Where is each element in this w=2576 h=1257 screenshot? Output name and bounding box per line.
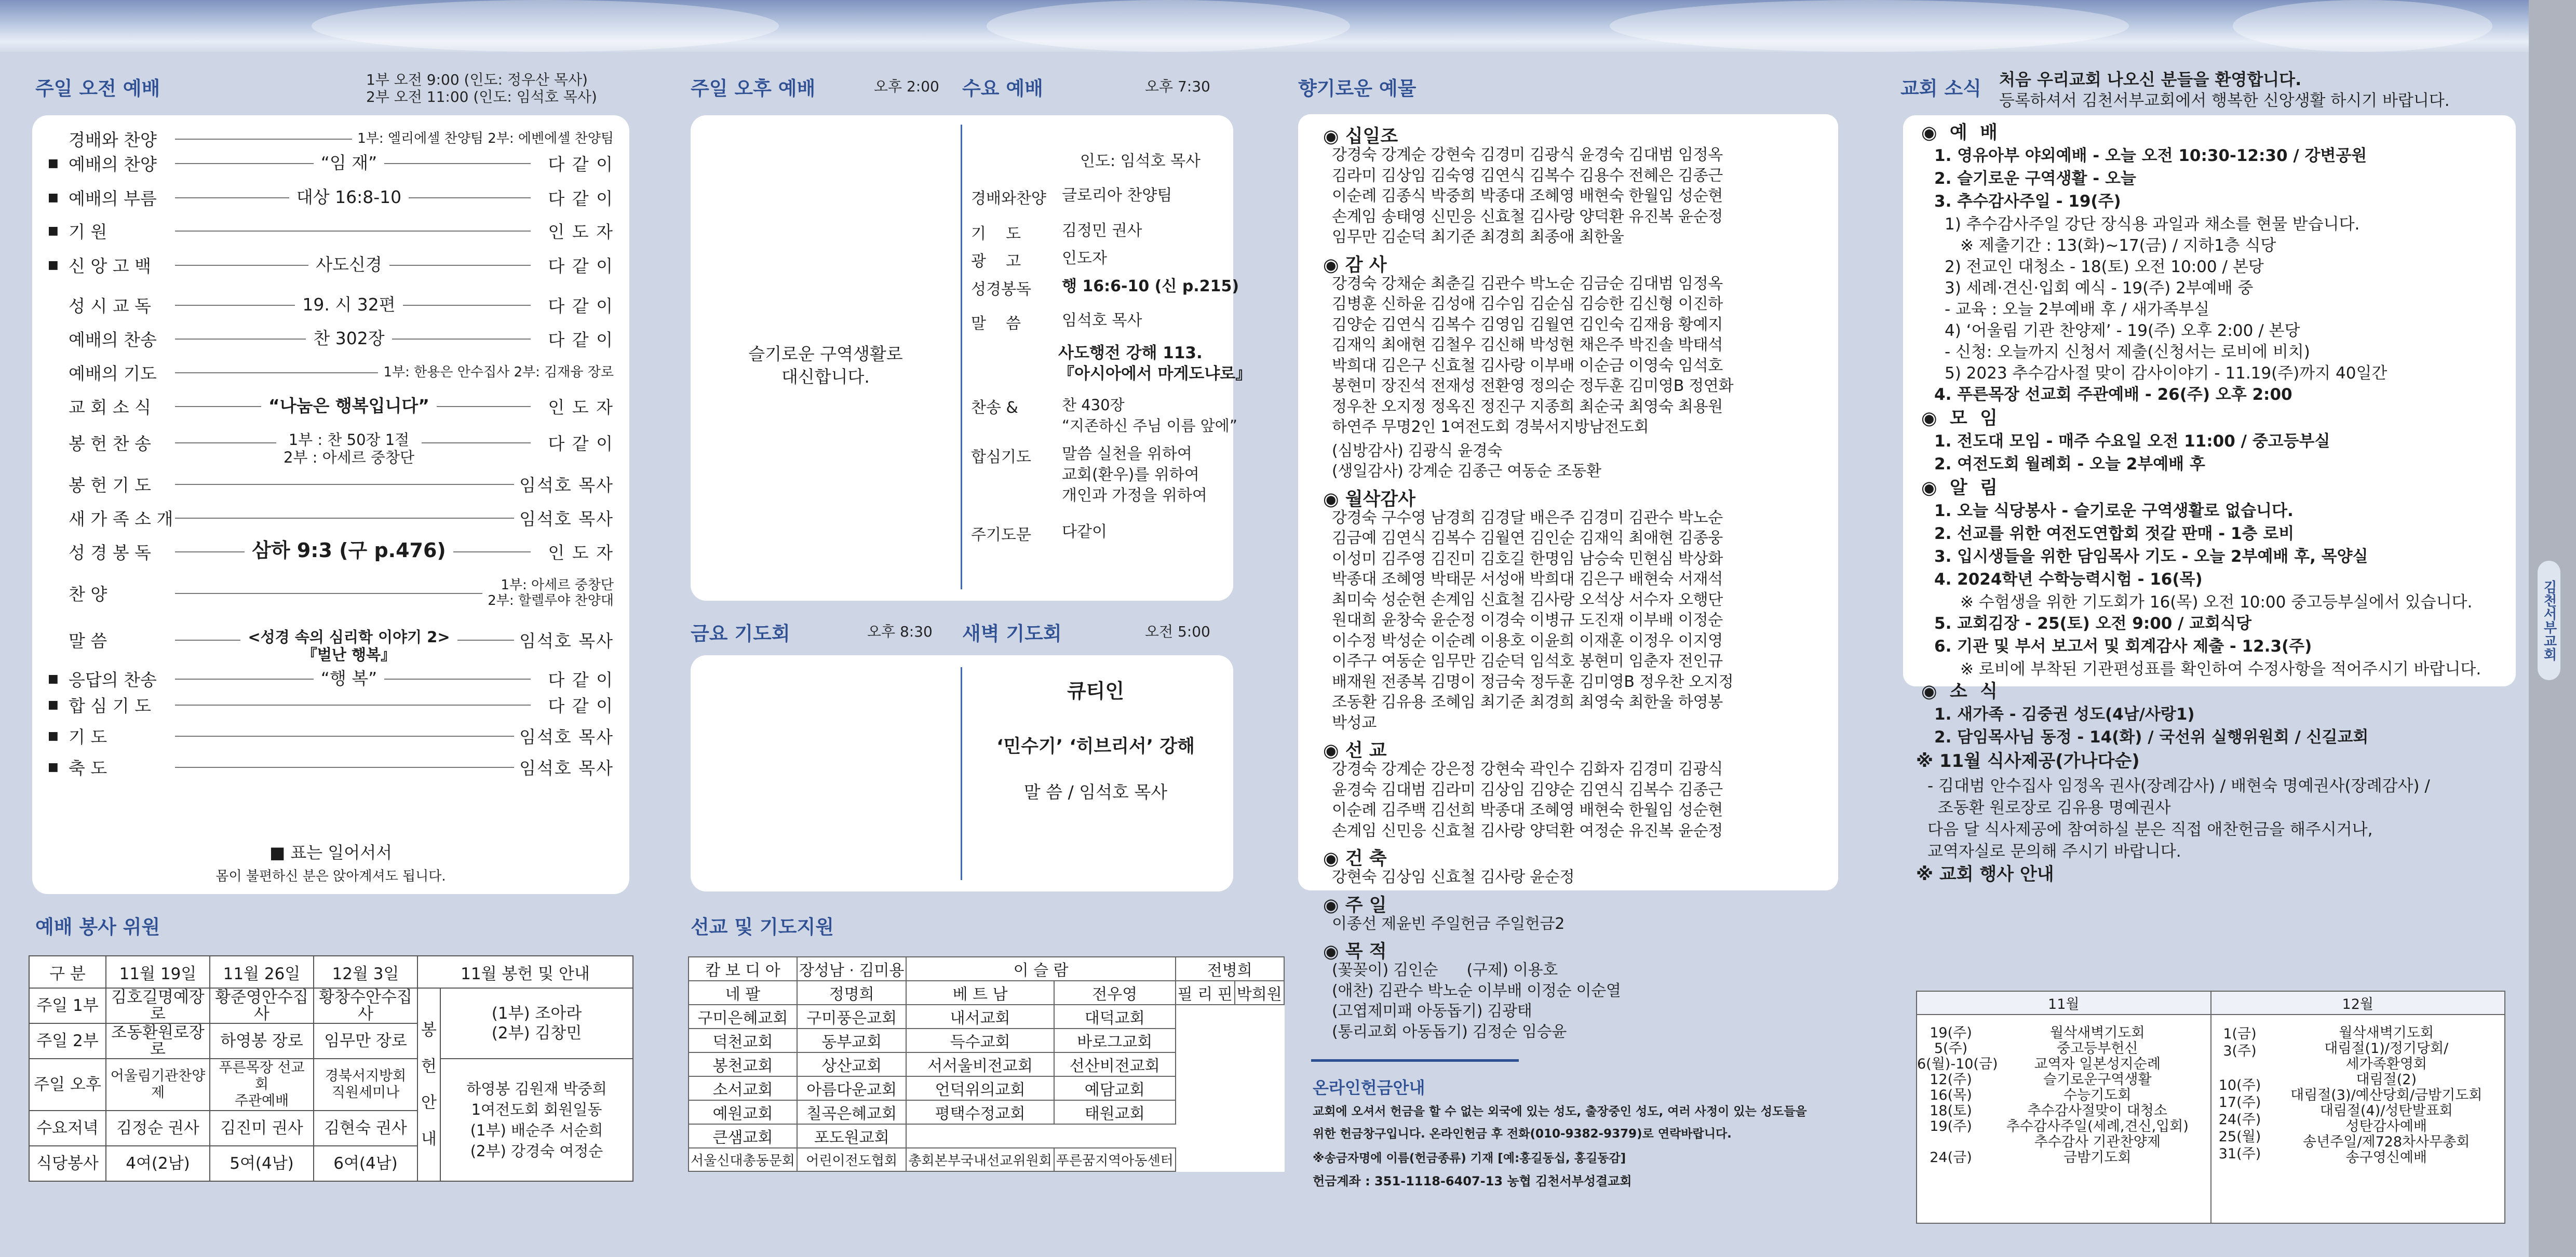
- worship-row: [48, 327, 614, 350]
- events-table: [1916, 991, 2505, 1224]
- worship-content: 대상 16:8-10: [289, 188, 409, 206]
- table-cell: 4여(2남): [106, 1146, 210, 1181]
- news-line: ※ 제출기간 : 13(화)~17(금) / 지하1층 식당: [1960, 236, 2276, 255]
- news-line: ※ 로비에 부착된 기관편성표를 확인하여 수정사항을 적어주시기 바랍니다.: [1960, 660, 2481, 679]
- table-cell: 내서교회: [906, 1005, 1054, 1029]
- offering-group-title: [1323, 251, 1387, 277]
- table-cell: 봉천교회: [689, 1052, 797, 1076]
- offering-names: (심방감사) 김광식 윤경숙 (생일감사) 강계순 김종근 여동순 조동환: [1332, 441, 1601, 480]
- news-title: 교회 소식: [1900, 77, 1981, 100]
- wednesday-item: 광 고: [971, 252, 1021, 271]
- table-cell: 예원교회: [689, 1100, 797, 1124]
- table-cell: 푸른목장 선교회 주관예배: [210, 1059, 314, 1111]
- news-line: 1. 오늘 식당봉사 - 슬기로운 구역생활로 없습니다.: [1934, 502, 2294, 520]
- table-row: [689, 1029, 1284, 1052]
- wednesday-leader: 인도: 임석호 목사: [1080, 152, 1201, 170]
- offering-names: 이종선 제윤빈 주일헌금 주일헌금2: [1332, 914, 1565, 933]
- table-cell: 필 리 핀: [1176, 981, 1235, 1005]
- online-line-3: ※송금자명에 이름(헌금종류) 기재 [예:홍길동십, 홍길동감]: [1313, 1152, 1626, 1165]
- table-row: [689, 1076, 1284, 1100]
- table-cell: 김진미 권사: [210, 1111, 314, 1146]
- guide-duty: 하영봉 김원재 박중희 1여전도회 회원일동 (1부) 배순주 서순희 (2부) 강경숙 여정순: [440, 1059, 633, 1181]
- wednesday-value: 다같이: [1062, 523, 1107, 541]
- worship-item: 합 심 기 도: [69, 695, 151, 716]
- offering-names: 강경숙 강계순 강현숙 김경미 김광식 윤경숙 김대범 임정옥 김라미 김상임 김숙영 김연식 김복수 김용수 전혜은 김종근 이순례 김종식 박중희 박종대 조혜영 배현숙 한월임 성순현 손계임 송태영 신민응 신효철 김사랑 양덕환 유진복 윤순정 임무만 김순덕 최기준 최경희 최종애 최한울: [1332, 146, 1723, 246]
- worship-row: [48, 361, 614, 384]
- table-cell: 베 트 남: [906, 981, 1054, 1005]
- news-line: 4. 푸른목장 선교회 주관예배 - 26(주) 오후 2:00: [1934, 385, 2292, 404]
- news-line: 2) 전교인 대청소 - 18(토) 오전 10:00 / 본당: [1945, 258, 2264, 276]
- worship-leader: 다 같 이: [543, 185, 614, 210]
- table-cell: 정명희: [797, 981, 907, 1005]
- online-line-2: 위한 헌금창구입니다. 온라인헌금 후 전화(010-9382-9379)로 연락바랍니다.: [1313, 1127, 1732, 1141]
- worship-item: 기 원: [69, 221, 107, 242]
- worship-row: [48, 724, 614, 747]
- table-cell: 어린이전도협회: [797, 1148, 907, 1171]
- table-cell: 5여(4남): [210, 1146, 314, 1181]
- news-line: 3. 추수감사주일 - 19(주): [1934, 192, 2121, 211]
- worship-leader: 임석호 목사: [514, 628, 614, 652]
- offering-group-label: 건 축: [1345, 848, 1387, 869]
- worship-content: <성경 속의 심리학 이야기 2> 『벌난 행복』: [240, 628, 457, 664]
- table-cell: 바로그교회: [1054, 1029, 1176, 1052]
- table-row: [689, 981, 1284, 1005]
- events-dec-dates: 1(금) 3(주) 10(주) 17(주) 24(주) 25(월) 31(주): [2218, 1026, 2261, 1162]
- afternoon-time: 오후 2:00: [874, 78, 939, 95]
- table-cell: 언덕위의교회: [906, 1076, 1054, 1100]
- worship-item: 축 도: [69, 758, 107, 778]
- news-line: 6. 기관 및 부서 보고서 및 회계감사 제출 - 12.3(주): [1934, 637, 2312, 656]
- table-cell: 서서울비전교회: [906, 1052, 1054, 1076]
- worship-leader: 임석호 목사: [514, 724, 614, 748]
- worship-leader: 다 같 이: [543, 327, 614, 351]
- worship-row: [48, 253, 614, 276]
- table-row: [29, 1059, 633, 1111]
- worship-row: [48, 219, 614, 242]
- news-line: 5. 교회김장 - 25(토) 오전 9:00 / 교회식당: [1934, 614, 2252, 633]
- events-nov-header: 11월: [1917, 991, 2211, 1015]
- afternoon-note: 슬기로운 구역생활로 대신합니다.: [748, 344, 903, 387]
- welcome-line-2: 등록하셔서 김천서부교회에서 행복한 신앙생활 하시기 바랍니다.: [1999, 91, 2450, 110]
- table-cell: 전우영: [1054, 981, 1176, 1005]
- stand-marker: ■: [48, 729, 59, 742]
- offering-names: (꽃꽂이) 김인순 (구제) 이용호 (애찬) 김관수 박노순 이부배 이정순 이순열 (고엽제미패 아동돕기) 김광태 (통리교회 아동돕기) 김정순 임승윤: [1332, 961, 1621, 1041]
- news-line: ※ 11월 식사제공(가나다순): [1916, 751, 2140, 772]
- worship-content: 1부 : 찬 50장 1절 2부 : 아세르 중창단: [276, 431, 422, 466]
- table-row: [689, 1005, 1284, 1029]
- offering-bullet-icon: ◉: [1323, 740, 1345, 761]
- table-cell: 어울림기관찬양제: [106, 1059, 210, 1111]
- offering-bullet-icon: ◉: [1323, 848, 1345, 869]
- table-cell: 하영봉 장로: [210, 1023, 314, 1059]
- table-row: [689, 1124, 1284, 1148]
- table-cell: 황창수안수집사: [314, 988, 417, 1023]
- leader-line: [175, 484, 531, 485]
- dawn-time: 오전 5:00: [1145, 623, 1210, 640]
- table-row: [689, 957, 1284, 981]
- worship-row: [48, 293, 614, 316]
- table-cell: 평택수정교회: [906, 1100, 1054, 1124]
- news-line: 1) 추수감사주일 강단 장식용 과일과 채소를 현물 받습니다.: [1945, 215, 2360, 234]
- worship-item: 말 씀: [69, 630, 107, 651]
- wednesday-value: 임석호 목사: [1062, 312, 1142, 330]
- wednesday-title: 수요 예배: [962, 77, 1043, 100]
- offering-group-title: [1323, 937, 1387, 963]
- worship-content: 찬 302장: [306, 330, 392, 347]
- table-cell: 총회본부국내선교위원회: [906, 1148, 1054, 1171]
- news-line: ◉ 소 식: [1921, 681, 1998, 702]
- news-line: 조동환 원로장로 김유용 명예권사: [1927, 799, 2171, 817]
- morning-time-1: 1부 오전 9:00 (인도: 정우산 목사): [366, 71, 588, 88]
- divider: [961, 125, 962, 589]
- order-of-worship-card: [32, 115, 629, 894]
- wednesday-item: 성경봉독: [971, 280, 1031, 299]
- table-cell: 덕천교회: [689, 1029, 797, 1052]
- offering-duty: [440, 988, 633, 1059]
- worship-leader: 1부: 아세르 중창단 2부: 할렐루야 찬양대: [482, 577, 614, 609]
- table-cell: 주일 1부: [29, 988, 106, 1023]
- wednesday-value: 김정민 권사: [1062, 222, 1142, 240]
- offering-names: 강경숙 강계순 강은정 강현숙 곽인수 김화자 김경미 김광식 윤경숙 김대범 김라미 김상임 김양순 김연식 김복수 김종근 이순례 김주백 김선희 박종대 조혜영 배현숙 한월임 성순현 손계임 신민응 신효철 김사랑 양덕환 여정순 유진복 윤순정: [1332, 760, 1723, 840]
- news-line: ※ 수험생을 위한 기도회가 16(목) 오전 10:00 중고등부실에서 있습니다.: [1960, 593, 2473, 612]
- table-cell: 황준영안수집사: [210, 988, 314, 1023]
- qt-title: 큐티인: [1067, 680, 1125, 702]
- news-line: 1. 새가족 - 김중권 성도(4남/사랑1): [1934, 705, 2195, 724]
- worship-row: [48, 472, 614, 495]
- worship-item: 성 경 봉 독: [69, 542, 151, 563]
- worship-row: [48, 395, 614, 417]
- worship-content: 삼하 9:3 (구 p.476): [245, 542, 453, 559]
- worship-row: [48, 540, 614, 563]
- table-cell: 수요저녁: [29, 1111, 106, 1146]
- news-line: 1. 전도대 모임 - 매주 수요일 오전 11:00 / 중고등부실: [1934, 432, 2330, 451]
- wednesday-item: 경배와찬양: [971, 190, 1046, 208]
- leader-line: [175, 518, 531, 519]
- worship-content: 19. 시 32편: [295, 296, 402, 314]
- events-nov-dates: 19(주) 5(주) 6(월)-10(금) 12(주) 16(목) 18(토) 19(주) 24(금): [1917, 1025, 1998, 1166]
- wednesday-value: 말씀 실천을 위하여 교회(환우)를 위하여 개인과 가정을 위하여: [1062, 445, 1207, 505]
- worship-item: 신 앙 고 백: [69, 255, 151, 276]
- table-cell: 상산교회: [797, 1052, 907, 1076]
- stand-marker: ■: [48, 258, 59, 272]
- offering-group-label: 감 사: [1345, 254, 1387, 276]
- worship-content: “행 복”: [314, 670, 384, 687]
- events-nov-items: 월삭새벽기도회 중고등부헌신 교역자 일본성지순례 슬기로운구역생활 수능기도회 추수감사절맞이 대청소 추수감사주일(세례,견신,입회) 추수감사 기관찬양제 금밤기도회: [2006, 1025, 2189, 1166]
- worship-leader: 1부: 엘리에셀 찬양팀 2부: 에벤에셀 찬양팀: [352, 131, 614, 146]
- table-cell: 푸른꿈지역아동센터: [1054, 1148, 1176, 1171]
- online-title: 온라인헌금안내: [1313, 1078, 1425, 1098]
- worship-row: [48, 693, 614, 716]
- worship-leader: 임석호 목사: [514, 472, 614, 496]
- offering-group-label: 목 적: [1345, 941, 1387, 962]
- offering-bullet-icon: ◉: [1323, 895, 1345, 916]
- leader-line: [175, 736, 531, 737]
- wednesday-item: 주기도문: [971, 526, 1031, 544]
- header-cell: 구 분: [29, 956, 106, 988]
- worship-row: [48, 577, 614, 609]
- wednesday-item: 찬송 &: [971, 399, 1018, 417]
- worship-item: 봉 헌 찬 송: [69, 433, 151, 454]
- news-line: 3. 입시생들을 위한 담임목사 기도 - 오늘 2부예배 후, 목양실: [1934, 547, 2368, 566]
- stand-marker: ■: [48, 224, 59, 237]
- table-cell: 구미은혜교회: [689, 1005, 797, 1029]
- worship-leader: 다 같 이: [543, 253, 614, 277]
- worship-item: 찬 양: [69, 584, 107, 604]
- online-account: 헌금계좌 : 351-1118-6407-13 농협 김천서부성결교회: [1313, 1174, 1632, 1188]
- header-banner: [0, 0, 2529, 52]
- offer-1: (1부) 조아라: [491, 1004, 582, 1023]
- offering-names: 강경숙 강채순 최춘길 김관수 박노순 김금순 김대범 임정옥 김병훈 신하윤 김성애 김수임 김순심 김승한 김신형 이진하 김양순 김연식 김복수 김영임 김월연 김인숙 김재융 황예지 김재익 최애현 김철우 김신해 박성현 채은주 박진솔 박태석 박희대 김은구 신효철 김사랑 이부배 이순금 이영숙 임석호 봉현미 장진석 전재성 전환영 정의순 정두훈 김미영B 정연화 정우찬 오지정 정옥진 정진구 지종희 최순국 최영숙 최용원 하연주 무명2인 1여전도회 경북서지방남전도회: [1332, 274, 1734, 436]
- table-cell: 선산비전교회: [1054, 1052, 1176, 1076]
- morning-service-title: 주일 오전 예배: [35, 77, 160, 100]
- header-cell: 12월 3일: [314, 956, 417, 988]
- worship-item: 기 도: [69, 726, 107, 747]
- table-cell: 김현숙 권사: [314, 1111, 417, 1146]
- worship-item: 새 가 족 소 개: [69, 508, 173, 529]
- stand-marker: ■: [48, 672, 59, 685]
- offerings-title: 향기로운 예물: [1298, 77, 1417, 100]
- table-cell: 장성남 · 김미용: [797, 957, 907, 981]
- offering-names: 강현숙 김상임 신효철 김사랑 윤순정: [1332, 868, 1575, 886]
- news-line: 다음 달 식사제공에 참여하실 분은 직접 애찬헌금을 해주시거나,: [1927, 820, 2373, 839]
- wednesday-value: 인도자: [1062, 249, 1107, 267]
- worship-leader: 1부: 한용은 안수집사 2부: 김재융 장로: [378, 364, 614, 380]
- divider: [961, 667, 962, 880]
- worship-item: 예배의 부름: [69, 188, 157, 209]
- worship-item: 봉 헌 기 도: [69, 475, 151, 495]
- offering-group-label: 십일조: [1345, 126, 1398, 147]
- news-line: 5) 2023 추수감사절 맞이 감사이야기 - 11.19(주)까지 40일간: [1945, 364, 2388, 383]
- dawn-title: 새벽 기도회: [962, 623, 1062, 645]
- table-row: [29, 988, 633, 1023]
- table-cell: 캄 보 디 아: [689, 957, 797, 981]
- wednesday-item: 합심기도: [971, 448, 1031, 466]
- leader-line: [175, 705, 531, 706]
- online-rule: [1311, 1059, 1519, 1062]
- table-cell: 김호길명예장로: [106, 988, 210, 1023]
- wednesday-value: 행 16:6-10 (신 p.215): [1062, 277, 1239, 295]
- offering-group-label: 주 일: [1345, 895, 1387, 916]
- worship-row: [48, 506, 614, 529]
- worship-item: 교 회 소 식: [69, 397, 151, 417]
- stand-marker: ■: [48, 760, 59, 774]
- worship-row: [48, 431, 614, 466]
- offering-group-label: 선 교: [1345, 740, 1387, 761]
- table-row: [689, 1100, 1284, 1124]
- news-line: 2. 슬기로운 구역생활 - 오늘: [1934, 169, 2136, 188]
- table-cell: 아름다운교회: [797, 1076, 907, 1100]
- offering-bullet-icon: ◉: [1323, 126, 1345, 147]
- leader-line: [175, 767, 531, 768]
- table-cell: 칠곡은혜교회: [797, 1100, 907, 1124]
- worship-leader: 인 도 자: [543, 539, 614, 564]
- mission-support-table: [688, 956, 1285, 1172]
- table-cell: 큰샘교회: [689, 1124, 797, 1148]
- worship-content: 사도신경: [308, 256, 389, 274]
- worship-leader: 다 같 이: [543, 693, 614, 717]
- offering-group-title: [1323, 122, 1398, 148]
- table-cell: 득수교회: [906, 1029, 1054, 1052]
- table-cell: 소서교회: [689, 1076, 797, 1100]
- table-cell: 주일 오후: [29, 1059, 106, 1111]
- service-committee-title: 예배 봉사 위원: [35, 916, 160, 938]
- worship-leader: 임석호 목사: [514, 506, 614, 530]
- leader-line: [175, 231, 531, 232]
- worship-leader: 인 도 자: [543, 219, 614, 243]
- qt-subject: ‘민수기’ ‘히브리서’ 강해: [996, 736, 1195, 757]
- offering-bullet-icon: ◉: [1323, 254, 1345, 276]
- table-row: [689, 1052, 1284, 1076]
- stand-marker: ■: [48, 191, 59, 204]
- worship-item: 예배의 기도: [69, 363, 157, 384]
- worship-leader: 다 같 이: [543, 430, 614, 455]
- worship-item: 경배와 찬양: [69, 129, 157, 150]
- online-line-1: 교회에 오셔서 헌금을 할 수 없는 외국에 있는 성도, 출장중인 성도, 여러 사정이 있는 성도들을: [1313, 1105, 1807, 1118]
- offering-group-title: [1323, 844, 1387, 870]
- friday-title: 금요 기도회: [691, 623, 790, 645]
- news-line: 3) 세례·견신·입회 예식 - 19(주) 2부예배 중: [1945, 279, 2254, 298]
- table-cell: 예담교회: [1054, 1076, 1176, 1100]
- offering-group-title: [1323, 485, 1415, 511]
- offering-bullet-icon: ◉: [1323, 941, 1345, 962]
- news-line: 2. 담임목사님 동정 - 14(화) / 국선위 실행위원회 / 신길교회: [1934, 728, 2369, 747]
- sit-note: 몸이 불편하신 분은 앉아계셔도 됩니다.: [215, 869, 446, 884]
- table-cell: 동부교회: [797, 1029, 907, 1052]
- stand-note: ■ 표는 일어서서: [269, 843, 393, 862]
- table-cell: 임무만 장로: [314, 1023, 417, 1059]
- worship-leader: 다 같 이: [543, 293, 614, 317]
- worship-item: 성 시 교 독: [69, 295, 151, 316]
- worship-leader: 다 같 이: [543, 667, 614, 691]
- wednesday-item: 말 씀: [971, 315, 1021, 333]
- worship-row: [48, 628, 614, 664]
- offer-2: (2부) 김창민: [491, 1024, 582, 1043]
- worship-row: [48, 755, 614, 778]
- qt-speaker: 말 씀 / 임석호 목사: [1023, 782, 1168, 802]
- worship-leader: 다 같 이: [543, 151, 614, 175]
- wednesday-time: 오후 7:30: [1145, 78, 1210, 95]
- events-dec-header: 12월: [2211, 991, 2505, 1015]
- news-line: 4) ‘어울림 기관 찬양제’ - 19(주) 오후 2:00 / 본당: [1945, 321, 2300, 340]
- worship-leader: 임석호 목사: [514, 755, 614, 779]
- stand-marker: ■: [48, 698, 59, 711]
- table-cell: 식당봉사: [29, 1146, 106, 1181]
- header-cell: 11월 19일: [106, 956, 210, 988]
- news-line: 4. 2024학년 수학능력시험 - 16(목): [1934, 570, 2203, 589]
- worship-item: 예배의 찬송: [69, 329, 157, 350]
- table-cell: 서울신대총동문회: [689, 1148, 797, 1171]
- welcome-line-1: 처음 우리교회 나오신 분들을 환영합니다.: [1999, 70, 2302, 89]
- stand-marker: ■: [48, 156, 59, 170]
- table-cell: 태원교회: [1054, 1100, 1176, 1124]
- header-cell: 11월 봉헌 및 안내: [417, 956, 633, 988]
- table-cell: 주일 2부: [29, 1023, 106, 1059]
- offering-group-title: [1323, 736, 1387, 762]
- side-label: 봉 헌 안 내: [417, 988, 440, 1181]
- worship-row: [48, 186, 614, 209]
- leader-line: [175, 593, 531, 594]
- table-cell: 6여(4남): [314, 1146, 417, 1181]
- offering-group-label: 월삭감사: [1345, 489, 1415, 510]
- news-line: ※ 교회 행사 안내: [1916, 864, 2054, 885]
- worship-content: “나눔은 행복입니다”: [261, 397, 437, 415]
- news-line: ◉ 모 임: [1921, 408, 1998, 429]
- worship-row: [48, 667, 614, 690]
- worship-content: “임 재”: [314, 154, 384, 172]
- table-cell: 조동환원로장로: [106, 1023, 210, 1059]
- table-cell: 이 슬 람: [906, 957, 1175, 981]
- wednesday-value: 사도행전 강해 113. 『아시아에서 마게도냐로』: [1058, 344, 1252, 383]
- news-line: ◉ 알 림: [1921, 478, 1998, 498]
- worship-item: 예배의 찬양: [69, 154, 157, 174]
- header-cell: 11월 26일: [210, 956, 314, 988]
- mission-title: 선교 및 기도지원: [691, 916, 834, 938]
- news-line: - 교육 : 오늘 2부예배 후 / 새가족부실: [1945, 300, 2210, 319]
- offering-names: 강경숙 구수영 남경희 김경달 배은주 김경미 김관수 박노순 김금예 김연식 김복수 김월연 김인순 김재익 최애현 김종웅 이성미 김주영 김진미 김호길 한명임 남승숙 민현심 박상화 박종대 조혜영 박태문 서성애 박희대 김은구 배현숙 서재석 최미숙 성순현 손계임 신효철 김사랑 오석상 서수자 오행단 원대희 윤창숙 윤순정 이경숙 이병규 도진재 이부배 이정순 이수정 박성순 이순례 이용호 이윤희 이재훈 이정우 이지영 이주구 여동순 임무만 김순덕 임석호 봉현미 임춘자 전인규 배재원 전종복 김명이 정금숙 정두훈 김미영B 정우찬 오지정 조동환 김유용 조혜임 최기준 최경희 최영숙 최한울 하영봉 박성교: [1332, 508, 1734, 732]
- table-cell: 경북서지방회 직원세미나: [314, 1059, 417, 1111]
- news-line: 2. 선교를 위한 여전도연합회 젓갈 판매 - 1층 로비: [1934, 524, 2295, 543]
- news-line: 1. 영유아부 야외예배 - 오늘 오전 10:30-12:30 / 강변공원: [1934, 146, 2367, 165]
- service-committee-table: [29, 955, 633, 1182]
- wednesday-item: 기 도: [971, 225, 1021, 243]
- afternoon-title: 주일 오후 예배: [691, 77, 816, 100]
- table-cell: 네 팔: [689, 981, 797, 1005]
- news-line: 교역자실로 문의해 주시기 바랍니다.: [1927, 842, 2181, 861]
- table-row: [689, 1148, 1284, 1171]
- friday-time: 오후 8:30: [867, 623, 933, 640]
- table-cell: 포도원교회: [797, 1124, 907, 1148]
- morning-time-2: 2부 오전 11:00 (인도: 임석호 목사): [366, 88, 597, 105]
- news-line: 2. 여전도회 월례회 - 오늘 2부예배 후: [1934, 455, 2205, 474]
- worship-leader: 인 도 자: [543, 394, 614, 418]
- table-cell: 김정순 권사: [106, 1111, 210, 1146]
- table-cell: 대덕교회: [1054, 1005, 1176, 1029]
- wednesday-value: 글로리아 찬양팀: [1062, 186, 1172, 205]
- worship-row: [48, 152, 614, 174]
- news-line: ◉ 예 배: [1921, 123, 1998, 143]
- offering-bullet-icon: ◉: [1323, 489, 1345, 510]
- church-logo: 김천서부교회: [2538, 561, 2560, 680]
- worship-item: 응답의 찬송: [69, 669, 157, 690]
- events-dec-items: 월삭새벽기도회 대림절(1)/정기당회/ 세가족환영회 대림절(2) 대림절(3)/예산당회/금밤기도회 대림절(4)/성탄발표회 성탄감사예배 송년주일/제728차사무총회 송구영신예배: [2290, 1025, 2483, 1166]
- table-header: [29, 956, 633, 988]
- wednesday-value: 찬 430장 “지존하신 주님 이름 앞에”: [1062, 396, 1237, 435]
- news-line: - 김대범 안수집사 임정옥 권사(장례감사) / 배현숙 명예권사(장례감사) /: [1927, 777, 2430, 795]
- table-cell: 구미풍은교회: [797, 1005, 907, 1029]
- table-cell: 전병희: [1176, 957, 1284, 981]
- table-cell: 박희원: [1235, 981, 1284, 1005]
- offering-group-title: [1323, 891, 1387, 917]
- worship-row: [48, 127, 614, 150]
- news-line: - 신청: 오늘까지 신청서 제출(신청서는 로비에 비치): [1945, 343, 2310, 361]
